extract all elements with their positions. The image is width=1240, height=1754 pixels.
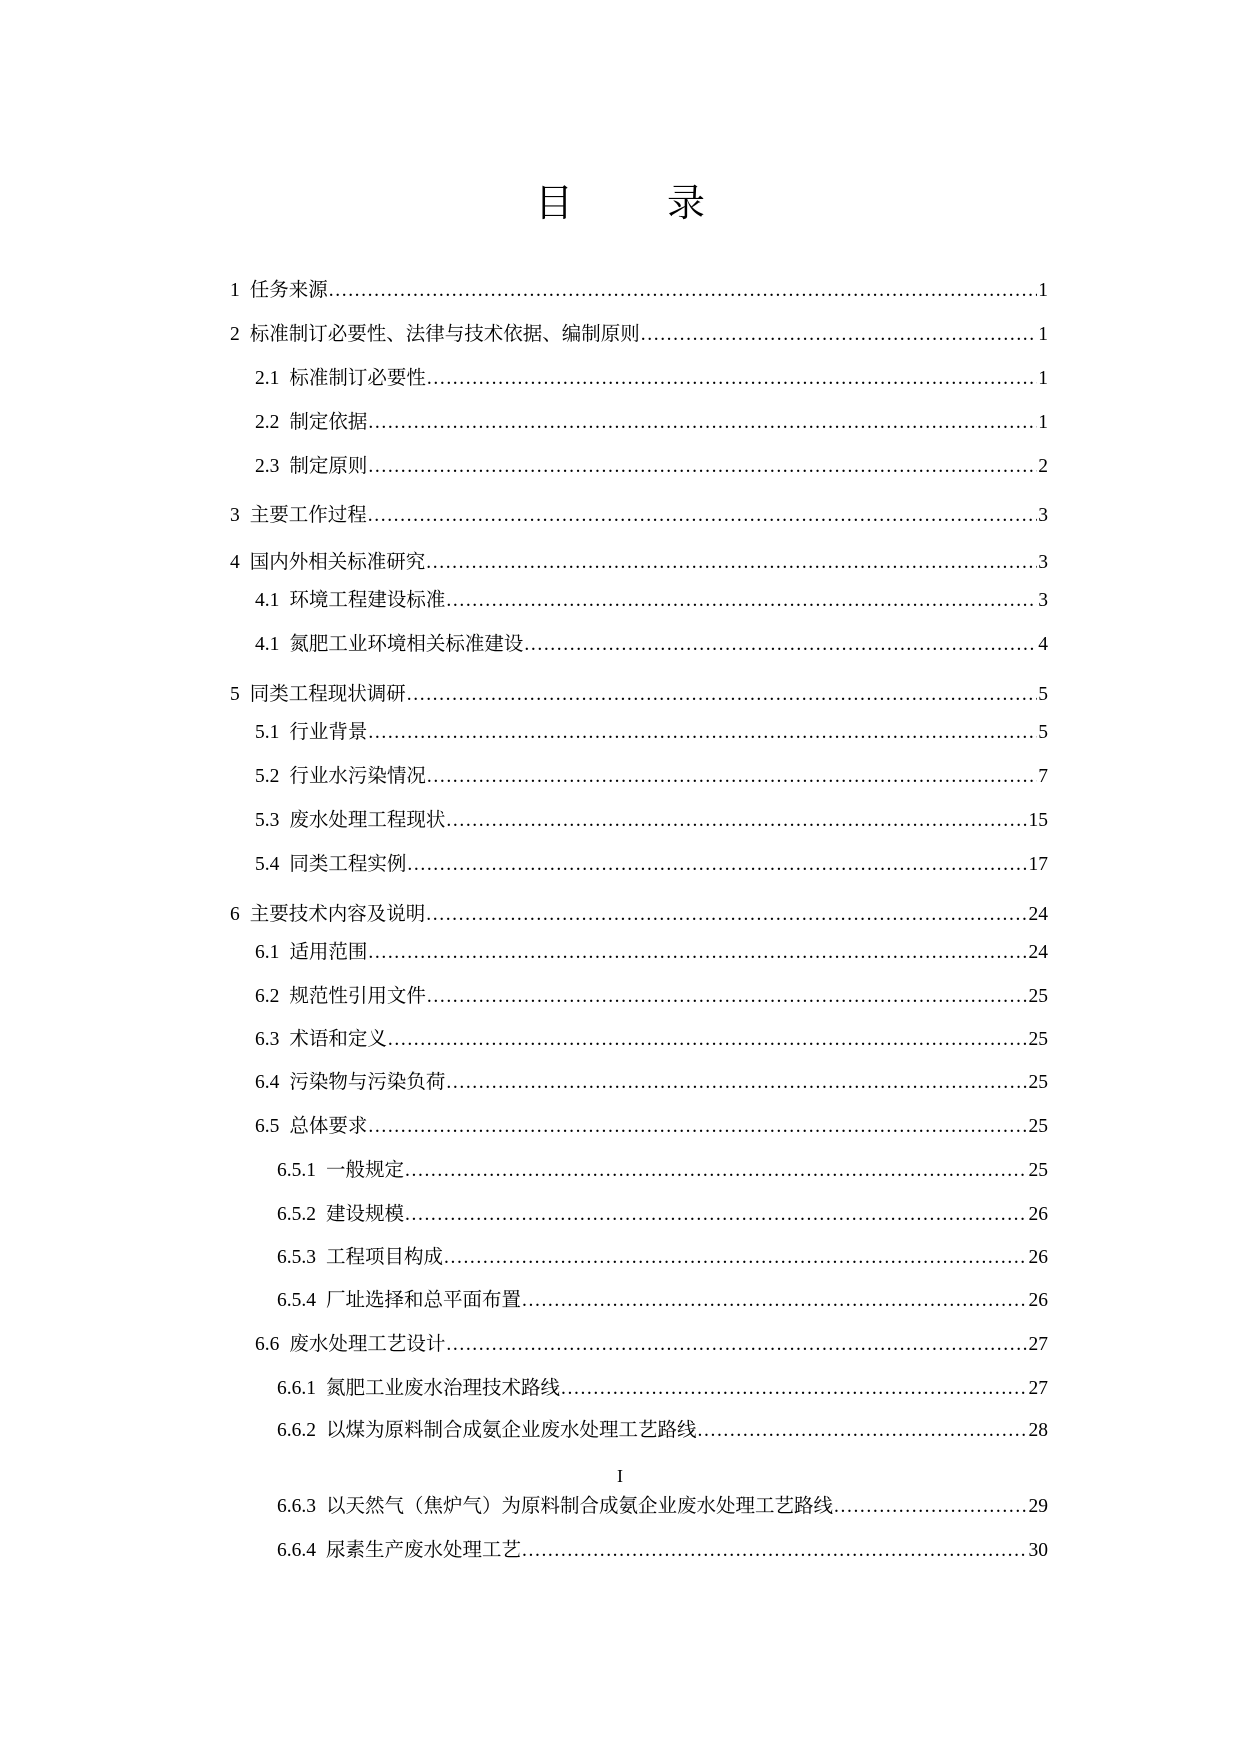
toc-entry-title: 同类工程实例 xyxy=(289,852,407,875)
toc-entry-page: 17 xyxy=(1028,854,1048,875)
toc-entry-number: 6 xyxy=(230,904,240,925)
toc-leader-dots xyxy=(407,851,1027,879)
toc-entry-title: 一般规定 xyxy=(326,1158,405,1181)
toc-entry-number: 1 xyxy=(230,280,240,301)
toc-entry-number: 6.3 xyxy=(255,1029,280,1050)
toc-entry-title: 废水处理工艺设计 xyxy=(289,1332,446,1355)
toc-entry-page: 5 xyxy=(1038,684,1048,705)
toc-entry-number: 6.6 xyxy=(255,1334,280,1355)
toc-entry-number: 2.2 xyxy=(255,412,280,433)
toc-entry-number: 2.3 xyxy=(255,456,280,477)
toc-entry[interactable] xyxy=(255,408,1048,437)
toc-entry-page: 3 xyxy=(1038,552,1048,573)
toc-entry-title: 任务来源 xyxy=(249,278,328,301)
toc-leader-dots xyxy=(834,1493,1027,1521)
toc-entry-number: 6.4 xyxy=(255,1072,280,1093)
page-number-footer: I xyxy=(617,1466,623,1486)
toc-entry-title: 制定原则 xyxy=(289,454,368,477)
toc-entry[interactable] xyxy=(230,900,1048,929)
toc-entry-page: 27 xyxy=(1028,1334,1048,1355)
toc-entry[interactable] xyxy=(230,548,1048,577)
toc-leader-dots xyxy=(407,681,1037,709)
toc-entry[interactable] xyxy=(255,850,1048,879)
toc-entry-page: 3 xyxy=(1038,505,1048,526)
toc-leader-dots xyxy=(368,939,1027,967)
toc-entry-title: 环境工程建设标准 xyxy=(289,588,446,611)
toc-entry-title: 标准制订必要性、法律与技术依据、编制原则 xyxy=(249,322,640,345)
toc-leader-dots xyxy=(446,1069,1027,1097)
toc-entry-number: 5.3 xyxy=(255,810,280,831)
toc-leader-dots xyxy=(522,1537,1027,1565)
toc-entry[interactable] xyxy=(255,1068,1048,1097)
toc-entry[interactable] xyxy=(277,1156,1048,1185)
toc-entry-number: 6.5.2 xyxy=(277,1204,316,1225)
toc-entry-title: 国内外相关标准研究 xyxy=(249,550,426,573)
toc-leader-dots xyxy=(368,453,1037,481)
toc-entry-number: 4.1 xyxy=(255,634,280,655)
toc-title: 目 录 xyxy=(534,181,733,225)
toc-entry-title: 主要工作过程 xyxy=(249,503,367,526)
toc-entry[interactable] xyxy=(255,982,1048,1011)
toc-entry[interactable] xyxy=(255,762,1048,791)
toc-entry[interactable] xyxy=(230,320,1048,349)
toc-entry[interactable] xyxy=(277,1243,1048,1272)
toc-entry-page: 3 xyxy=(1038,590,1048,611)
toc-entry-page: 2 xyxy=(1038,456,1048,477)
toc-entry-page: 7 xyxy=(1038,766,1048,787)
toc-entry[interactable] xyxy=(255,938,1048,967)
toc-entry-title: 尿素生产废水处理工艺 xyxy=(326,1538,522,1561)
toc-entry-number: 6.5.1 xyxy=(277,1160,316,1181)
toc-leader-dots xyxy=(561,1375,1027,1403)
toc-entry-title: 术语和定义 xyxy=(289,1027,387,1050)
toc-entry[interactable] xyxy=(255,364,1048,393)
toc-leader-dots xyxy=(427,763,1037,791)
toc-entry-number: 5.2 xyxy=(255,766,280,787)
toc-entry-number: 6.5 xyxy=(255,1116,280,1137)
toc-entry-number: 3 xyxy=(230,505,240,526)
toc-entry-page: 28 xyxy=(1028,1420,1048,1441)
toc-entry-page: 25 xyxy=(1028,1160,1048,1181)
toc-leader-dots xyxy=(405,1201,1027,1229)
toc-entry-title: 建设规模 xyxy=(326,1202,405,1225)
toc-entry-page: 1 xyxy=(1038,412,1048,433)
toc-entry[interactable] xyxy=(277,1492,1048,1521)
toc-entry-page: 24 xyxy=(1028,904,1048,925)
toc-leader-dots xyxy=(524,631,1037,659)
toc-entry-page: 26 xyxy=(1028,1290,1048,1311)
toc-leader-dots xyxy=(329,277,1037,305)
toc-entry-page: 24 xyxy=(1028,942,1048,963)
toc-entry-title: 以天然气（焦炉气）为原料制合成氨企业废水处理工艺路线 xyxy=(326,1494,834,1517)
toc-entry-title: 同类工程现状调研 xyxy=(249,682,406,705)
toc-leader-dots xyxy=(698,1417,1028,1445)
toc-entry[interactable] xyxy=(277,1416,1048,1445)
toc-leader-dots xyxy=(427,983,1028,1011)
toc-entry-page: 1 xyxy=(1038,368,1048,389)
toc-leader-dots xyxy=(641,321,1037,349)
toc-entry[interactable] xyxy=(277,1536,1048,1565)
toc-entry-number: 6.6.2 xyxy=(277,1420,316,1441)
toc-entry-page: 26 xyxy=(1028,1204,1048,1225)
toc-leader-dots xyxy=(368,502,1037,530)
toc-entry-number: 4 xyxy=(230,552,240,573)
toc-entry-page: 29 xyxy=(1028,1496,1048,1517)
toc-entry[interactable] xyxy=(255,452,1048,481)
toc-entry-page: 15 xyxy=(1028,810,1048,831)
toc-entry-number: 6.6.1 xyxy=(277,1378,316,1399)
toc-leader-dots xyxy=(427,365,1037,393)
toc-leader-dots xyxy=(446,807,1027,835)
toc-entry-title: 制定依据 xyxy=(289,410,368,433)
toc-entry-number: 6.6.3 xyxy=(277,1496,316,1517)
toc-entry[interactable] xyxy=(255,806,1048,835)
toc-entry-title: 行业背景 xyxy=(289,720,368,743)
toc-entry-title: 适用范围 xyxy=(289,940,368,963)
toc-entry-title: 总体要求 xyxy=(289,1114,368,1137)
toc-entry-page: 25 xyxy=(1028,1029,1048,1050)
toc-entry[interactable] xyxy=(230,680,1048,709)
toc-leader-dots xyxy=(522,1287,1027,1315)
toc-entry-page: 27 xyxy=(1028,1378,1048,1399)
toc-entry-title: 氮肥工业环境相关标准建设 xyxy=(289,632,524,655)
toc-entry[interactable] xyxy=(230,276,1048,305)
toc-entry-number: 6.2 xyxy=(255,986,280,1007)
toc-entry-title: 厂址选择和总平面布置 xyxy=(326,1288,522,1311)
toc-entry-page: 25 xyxy=(1028,1072,1048,1093)
toc-entry-number: 6.5.4 xyxy=(277,1290,316,1311)
toc-entry-page: 1 xyxy=(1038,324,1048,345)
toc-entry-title: 行业水污染情况 xyxy=(289,764,426,787)
toc-entry-number: 6.1 xyxy=(255,942,280,963)
toc-leader-dots xyxy=(446,587,1037,615)
toc-entry-page: 1 xyxy=(1038,280,1048,301)
toc-leader-dots xyxy=(426,549,1037,577)
toc-entry-title: 规范性引用文件 xyxy=(289,984,426,1007)
toc-entry-title: 主要技术内容及说明 xyxy=(249,902,426,925)
toc-entry-page: 26 xyxy=(1028,1247,1048,1268)
toc-entry[interactable] xyxy=(230,501,1048,530)
toc-entry-title: 废水处理工程现状 xyxy=(289,808,446,831)
toc-leader-dots xyxy=(368,409,1037,437)
toc-leader-dots xyxy=(446,1331,1027,1359)
toc-entry[interactable] xyxy=(255,586,1048,615)
toc-entry-page: 30 xyxy=(1028,1540,1048,1561)
toc-entry[interactable] xyxy=(255,1025,1048,1054)
toc-entry-page: 5 xyxy=(1038,722,1048,743)
toc-entry-page: 25 xyxy=(1028,986,1048,1007)
toc-leader-dots xyxy=(426,901,1027,929)
toc-entry[interactable] xyxy=(255,630,1048,659)
toc-entry-title: 以煤为原料制合成氨企业废水处理工艺路线 xyxy=(326,1418,697,1441)
toc-entry-title: 工程项目构成 xyxy=(326,1245,444,1268)
toc-entry[interactable] xyxy=(277,1200,1048,1229)
toc-leader-dots xyxy=(368,1113,1027,1141)
toc-entry-number: 2.1 xyxy=(255,368,280,389)
toc-leader-dots xyxy=(368,719,1037,747)
toc-entry[interactable] xyxy=(277,1374,1048,1403)
toc-entry-title: 污染物与污染负荷 xyxy=(289,1070,446,1093)
toc-entry[interactable] xyxy=(255,1112,1048,1141)
toc-entry-number: 6.5.3 xyxy=(277,1247,316,1268)
toc-leader-dots xyxy=(444,1244,1027,1272)
toc-entry-number: 5.4 xyxy=(255,854,280,875)
toc-entry-number: 6.6.4 xyxy=(277,1540,316,1561)
toc-entry[interactable] xyxy=(255,1330,1048,1359)
toc-entry-title: 氮肥工业废水治理技术路线 xyxy=(326,1376,561,1399)
toc-entry-page: 25 xyxy=(1028,1116,1048,1137)
toc-entry-number: 5 xyxy=(230,684,240,705)
toc-entry-number: 5.1 xyxy=(255,722,280,743)
toc-entry-page: 4 xyxy=(1038,634,1048,655)
toc-entry-number: 2 xyxy=(230,324,240,345)
toc-entry[interactable] xyxy=(277,1286,1048,1315)
toc-leader-dots xyxy=(388,1026,1028,1054)
toc-entry-number: 4.1 xyxy=(255,590,280,611)
toc-entry[interactable] xyxy=(255,718,1048,747)
toc-entry-title: 标准制订必要性 xyxy=(289,366,426,389)
toc-leader-dots xyxy=(405,1157,1027,1185)
